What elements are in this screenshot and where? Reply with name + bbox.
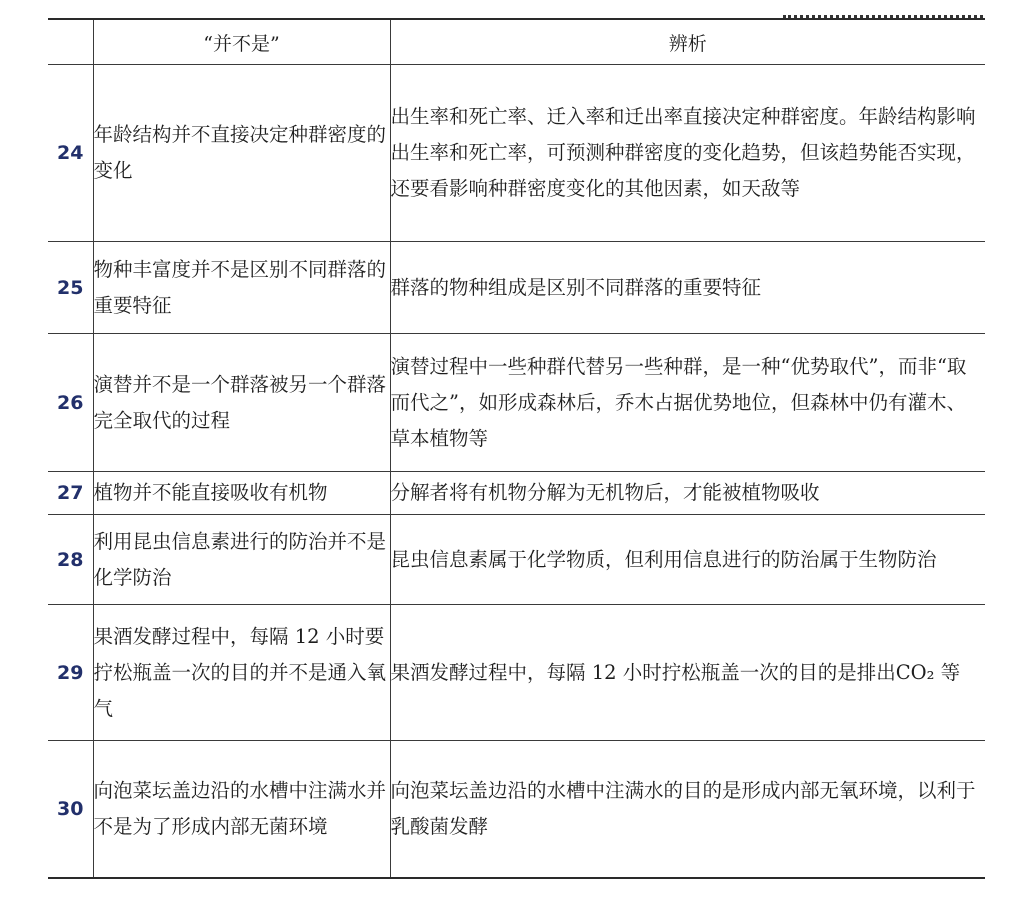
row-explanation: 分解者将有机物分解为无机物后，才能被植物吸收 <box>390 472 985 515</box>
row-statement: 年龄结构并不直接决定种群密度的变化 <box>93 65 390 242</box>
table-row <box>48 65 985 242</box>
row-statement: 物种丰富度并不是区别不同群落的重要特征 <box>93 242 390 334</box>
row-explanation: 出生率和死亡率、迁入率和迁出率直接决定种群密度。年龄结构影响出生率和死亡率，可预测种群密度的变化趋势，但该趋势能否实现，还要看影响种群密度变化的其他因素，如天敌等 <box>390 65 985 242</box>
table-row <box>48 605 985 741</box>
table-header-row <box>48 19 985 65</box>
row-number: 29 <box>48 605 93 741</box>
row-explanation: 果酒发酵过程中，每隔 12 小时拧松瓶盖一次的目的是排出CO₂ 等 <box>390 605 985 741</box>
row-explanation: 演替过程中一些种群代替另一些种群，是一种“优势取代”，而非“取而代之”，如形成森林后，乔木占据优势地位，但森林中仍有灌木、草本植物等 <box>390 334 985 472</box>
row-explanation: 昆虫信息素属于化学物质，但利用信息进行的防治属于生物防治 <box>390 515 985 605</box>
header-number <box>48 19 93 65</box>
row-statement: 果酒发酵过程中，每隔 12 小时要拧松瓶盖一次的目的并不是通入氧气 <box>93 605 390 741</box>
header-explanation: 辨析 <box>390 19 985 65</box>
not-is-table <box>48 18 985 879</box>
table-row <box>48 515 985 605</box>
row-number: 24 <box>48 65 93 242</box>
table-row <box>48 242 985 334</box>
row-number: 28 <box>48 515 93 605</box>
table-row <box>48 334 985 472</box>
row-statement: 向泡菜坛盖边沿的水槽中注满水并不是为了形成内部无菌环境 <box>93 741 390 878</box>
header-statement: “并不是” <box>93 19 390 65</box>
row-explanation: 向泡菜坛盖边沿的水槽中注满水的目的是形成内部无氧环境，以利于乳酸菌发酵 <box>390 741 985 878</box>
row-statement: 利用昆虫信息素进行的防治并不是化学防治 <box>93 515 390 605</box>
row-number: 30 <box>48 741 93 878</box>
row-number: 27 <box>48 472 93 515</box>
row-number: 25 <box>48 242 93 334</box>
table-row <box>48 472 985 515</box>
table-row <box>48 741 985 878</box>
row-number: 26 <box>48 334 93 472</box>
row-statement: 植物并不能直接吸收有机物 <box>93 472 390 515</box>
row-explanation: 群落的物种组成是区别不同群落的重要特征 <box>390 242 985 334</box>
row-statement: 演替并不是一个群落被另一个群落完全取代的过程 <box>93 334 390 472</box>
